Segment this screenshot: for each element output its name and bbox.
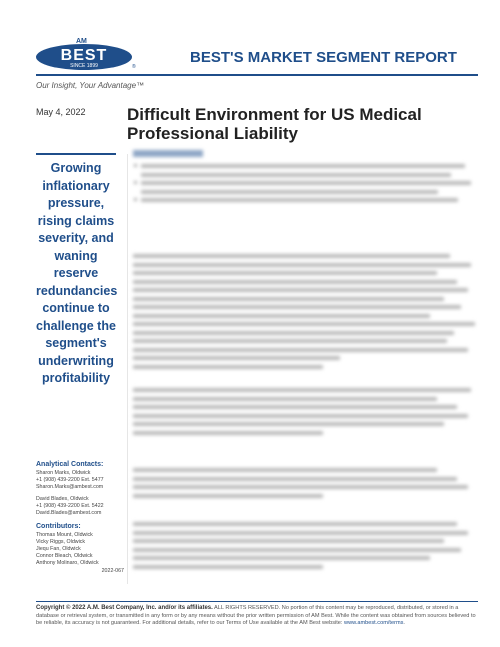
copyright-notice: Copyright © 2022 A.M. Best Company, Inc. and/or its affiliates. [36, 605, 213, 611]
footer-end: . [403, 620, 405, 626]
blurred-body-text [133, 150, 478, 588]
blurred-text-line [133, 468, 437, 472]
pull-quote: Growing inflationary pressure, rising claims severity, and waning reserve redundancies continue to challenge the segment's underwriting profitability [36, 161, 118, 385]
blurred-text-line [133, 405, 457, 409]
contributor-name: Connor Bleach, Oldwick [36, 553, 93, 559]
am-best-logo [36, 38, 136, 72]
blurred-text-line [133, 348, 468, 352]
blurred-text-line [133, 397, 437, 401]
blurred-text-line [133, 556, 430, 560]
contact-email[interactable]: David.Blades@ambest.com [36, 510, 102, 516]
blurred-text-line [133, 565, 323, 569]
contact-email[interactable]: Sharon.Marks@ambest.com [36, 484, 104, 490]
blurred-text-line [141, 181, 471, 185]
blurred-text-line [141, 198, 458, 202]
header-rule [36, 74, 478, 76]
column-divider [127, 154, 128, 584]
footer-rule [36, 601, 478, 602]
blurred-text-line [133, 356, 340, 360]
blurred-text-line [141, 164, 465, 168]
blurred-text-line [133, 288, 468, 292]
bullet-dot [134, 198, 137, 201]
bullet-dot [134, 181, 137, 184]
blurred-text-line [133, 548, 461, 552]
logo-best-text: BEST [60, 47, 108, 64]
analytical-contacts-heading: Analytical Contacts: [36, 461, 104, 468]
blurred-text-line [133, 522, 457, 526]
blurred-text-line [133, 322, 475, 326]
blurred-text-line [133, 280, 457, 284]
contributor-name: Jiequ Fan, Oldwick [36, 546, 81, 552]
logo-since-text: SINCE 1899 [70, 63, 98, 69]
contact-phone: +1 (908) 439-2200 Ext. 5422 [36, 503, 104, 509]
contributor-name: Vicky Riggs, Oldwick [36, 539, 86, 545]
blurred-text-line [133, 339, 447, 343]
blurred-text-line [141, 190, 438, 194]
blurred-text-line [133, 414, 468, 418]
blurred-text-line [133, 477, 457, 481]
blurred-text-line [133, 485, 468, 489]
article-title: Difficult Environment for US Medical Professional Liability [127, 105, 422, 143]
blurred-text-line [133, 531, 468, 535]
logo-am-text: AM [76, 38, 87, 45]
blurred-text-line [133, 422, 444, 426]
rights-text: ALL RIGHTS RESERVED. No portion of this content may be reproduced, distributed, or stored in a database or retrieval system, or transmitted in any form or by any means without the prior written permission of AM Best. While the content was obtained from sources believed to be reliable, its accuracy is not guaranteed. For additional details, refer to our Terms of Use available at the AM Best website: [36, 605, 476, 626]
blurred-text-line [133, 271, 437, 275]
contributors-heading: Contributors: [36, 523, 81, 530]
blurred-text-line [133, 331, 454, 335]
bullet-dot [134, 164, 137, 167]
blurred-section-heading [133, 150, 203, 157]
blurred-text-line [133, 388, 471, 392]
blurred-text-line [133, 297, 444, 301]
report-type-title: BEST'S MARKET SEGMENT REPORT [190, 49, 457, 66]
blurred-text-line [133, 365, 323, 369]
blurred-text-line [133, 314, 430, 318]
blurred-text-line [133, 305, 461, 309]
copyright-footer [36, 605, 478, 628]
document-id: 2022-067 [101, 568, 124, 574]
tagline: Our Insight, Your Advantage™ [36, 81, 145, 90]
blurred-text-line [133, 494, 323, 498]
blurred-text-line [133, 431, 323, 435]
blurred-text-line [141, 173, 451, 177]
publication-date: May 4, 2022 [36, 107, 86, 117]
contact-name: David Blades, Oldwick [36, 496, 89, 502]
contact-phone: +1 (908) 439-2200 Ext. 5477 [36, 477, 104, 483]
blurred-text-line [133, 254, 450, 258]
blurred-text-line [133, 263, 471, 267]
contacts-block [36, 460, 124, 575]
blurred-text-line [133, 539, 444, 543]
sidebar-rule [36, 153, 116, 155]
contributor-name: Anthony Molinaro, Oldwick [36, 560, 99, 566]
contributor-name: Thomas Mount, Oldwick [36, 532, 93, 538]
logo-registered-mark: ® [132, 64, 136, 70]
contact-name: Sharon Marks, Oldwick [36, 470, 91, 476]
terms-link[interactable]: www.ambest.com/terms [344, 620, 404, 626]
